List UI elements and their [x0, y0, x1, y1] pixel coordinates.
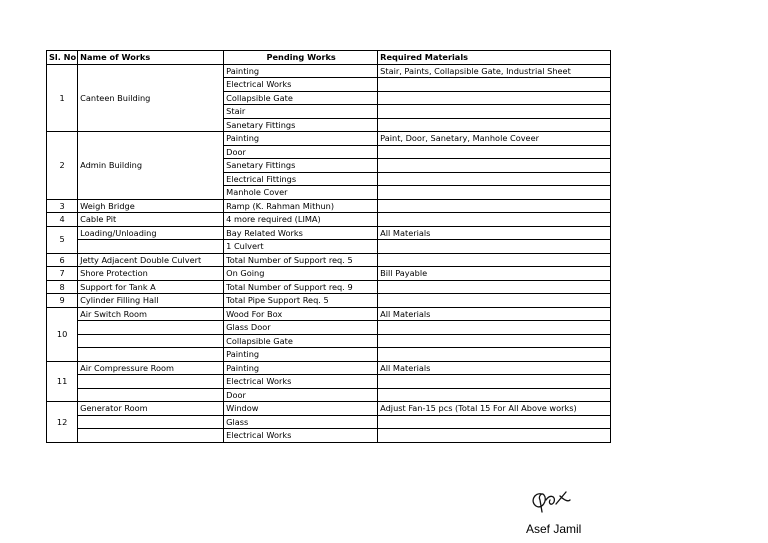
table-row — [47, 267, 611, 281]
signature-mark — [520, 486, 600, 522]
table-row — [47, 334, 611, 348]
cell-required-materials — [378, 280, 611, 294]
cell-required-materials: Adjust Fan-15 pcs (Total 15 For All Above works) — [378, 402, 611, 416]
table-row — [47, 388, 611, 402]
cell-required-materials — [378, 240, 611, 254]
cell-required-materials — [378, 159, 611, 173]
table-row — [47, 402, 611, 416]
cell-required-materials: All Materials — [378, 361, 611, 375]
cell-required-materials — [378, 145, 611, 159]
cell-sl-no: 2 — [47, 132, 78, 200]
table-row — [47, 375, 611, 389]
cell-name-of-works: Admin Building — [78, 132, 224, 200]
table-row — [47, 64, 611, 78]
table-row — [47, 253, 611, 267]
cell-pending-works: Electrical Works — [224, 429, 378, 443]
cell-name-of-works — [78, 375, 224, 389]
cell-required-materials — [378, 172, 611, 186]
cell-pending-works: Total Pipe Support Req. 5 — [224, 294, 378, 308]
table-row — [47, 429, 611, 443]
cell-sl-no: 1 — [47, 64, 78, 132]
cell-required-materials — [378, 294, 611, 308]
cell-pending-works: Stair — [224, 105, 378, 119]
table-row — [47, 240, 611, 254]
cell-required-materials: Paint, Door, Sanetary, Manhole Coveer — [378, 132, 611, 146]
table-row — [47, 213, 611, 227]
cell-pending-works: 1 Culvert — [224, 240, 378, 254]
cell-sl-no: 10 — [47, 307, 78, 361]
cell-sl-no: 11 — [47, 361, 78, 402]
cell-name-of-works: Generator Room — [78, 402, 224, 416]
cell-name-of-works — [78, 429, 224, 443]
cell-name-of-works: Air Compressure Room — [78, 361, 224, 375]
cell-name-of-works — [78, 348, 224, 362]
cell-required-materials — [378, 78, 611, 92]
cell-required-materials — [378, 91, 611, 105]
cell-required-materials — [378, 334, 611, 348]
cell-pending-works: Painting — [224, 361, 378, 375]
cell-pending-works: Painting — [224, 64, 378, 78]
cell-pending-works: Sanetary Fittings — [224, 159, 378, 173]
header-sl-no: Sl. No — [47, 51, 78, 65]
cell-pending-works: Sanetary Fittings — [224, 118, 378, 132]
table-row — [47, 199, 611, 213]
cell-pending-works: Painting — [224, 132, 378, 146]
cell-pending-works: Painting — [224, 348, 378, 362]
cell-required-materials — [378, 118, 611, 132]
table-row — [47, 321, 611, 335]
cell-sl-no: 7 — [47, 267, 78, 281]
cell-pending-works: 4 more required (LIMA) — [224, 213, 378, 227]
cell-required-materials: Bill Payable — [378, 267, 611, 281]
table-row — [47, 226, 611, 240]
cell-required-materials: All Materials — [378, 307, 611, 321]
table-row — [47, 361, 611, 375]
header-row — [47, 51, 611, 65]
cell-name-of-works — [78, 388, 224, 402]
cell-name-of-works: Support for Tank A — [78, 280, 224, 294]
cell-required-materials — [378, 415, 611, 429]
cell-name-of-works: Air Switch Room — [78, 307, 224, 321]
cell-name-of-works: Jetty Adjacent Double Culvert — [78, 253, 224, 267]
cell-pending-works: Collapsible Gate — [224, 91, 378, 105]
cell-pending-works: Collapsible Gate — [224, 334, 378, 348]
cell-name-of-works: Cylinder Filling Hall — [78, 294, 224, 308]
cell-sl-no: 8 — [47, 280, 78, 294]
table-row — [47, 294, 611, 308]
signatory-name: Asef Jamil — [526, 522, 582, 536]
cell-sl-no: 4 — [47, 213, 78, 227]
cell-pending-works: Glass Door — [224, 321, 378, 335]
cell-name-of-works: Canteen Building — [78, 64, 224, 132]
cell-required-materials — [378, 375, 611, 389]
cell-pending-works: Window — [224, 402, 378, 416]
cell-required-materials: Stair, Paints, Collapsible Gate, Industrial Sheet — [378, 64, 611, 78]
cell-name-of-works: Cable Pit — [78, 213, 224, 227]
cell-required-materials — [378, 429, 611, 443]
table-row — [47, 307, 611, 321]
cell-required-materials — [378, 348, 611, 362]
cell-required-materials — [378, 186, 611, 200]
cell-name-of-works: Weigh Bridge — [78, 199, 224, 213]
cell-pending-works: Wood For Box — [224, 307, 378, 321]
cell-required-materials — [378, 199, 611, 213]
cell-pending-works: Ramp (K. Rahman Mithun) — [224, 199, 378, 213]
cell-pending-works: Glass — [224, 415, 378, 429]
table-body — [47, 64, 611, 442]
cell-sl-no: 5 — [47, 226, 78, 253]
pending-works-table — [46, 50, 611, 443]
cell-pending-works: Total Number of Support req. 9 — [224, 280, 378, 294]
cell-name-of-works — [78, 415, 224, 429]
cell-pending-works: Door — [224, 145, 378, 159]
header-name-of-works: Name of Works — [78, 51, 224, 65]
header-pending-works: Pending Works — [224, 51, 378, 65]
cell-name-of-works — [78, 240, 224, 254]
cell-name-of-works: Shore Protection — [78, 267, 224, 281]
cell-required-materials — [378, 388, 611, 402]
table-row — [47, 348, 611, 362]
cell-name-of-works: Loading/Unloading — [78, 226, 224, 240]
cell-sl-no: 3 — [47, 199, 78, 213]
cell-required-materials: All Materials — [378, 226, 611, 240]
cell-required-materials — [378, 321, 611, 335]
cell-pending-works: Electrical Works — [224, 375, 378, 389]
cell-sl-no: 6 — [47, 253, 78, 267]
cell-pending-works: Door — [224, 388, 378, 402]
cell-required-materials — [378, 213, 611, 227]
cell-pending-works: Manhole Cover — [224, 186, 378, 200]
cell-pending-works: Electrical Fittings — [224, 172, 378, 186]
table-row — [47, 415, 611, 429]
table-row — [47, 280, 611, 294]
table-row — [47, 132, 611, 146]
cell-sl-no: 9 — [47, 294, 78, 308]
cell-sl-no: 12 — [47, 402, 78, 443]
cell-name-of-works — [78, 334, 224, 348]
header-required-materials: Required Materials — [378, 51, 611, 65]
cell-required-materials — [378, 253, 611, 267]
cell-pending-works: On Going — [224, 267, 378, 281]
cell-pending-works: Total Number of Support req. 5 — [224, 253, 378, 267]
cell-name-of-works — [78, 321, 224, 335]
cell-pending-works: Electrical Works — [224, 78, 378, 92]
cell-required-materials — [378, 105, 611, 119]
cell-pending-works: Bay Related Works — [224, 226, 378, 240]
